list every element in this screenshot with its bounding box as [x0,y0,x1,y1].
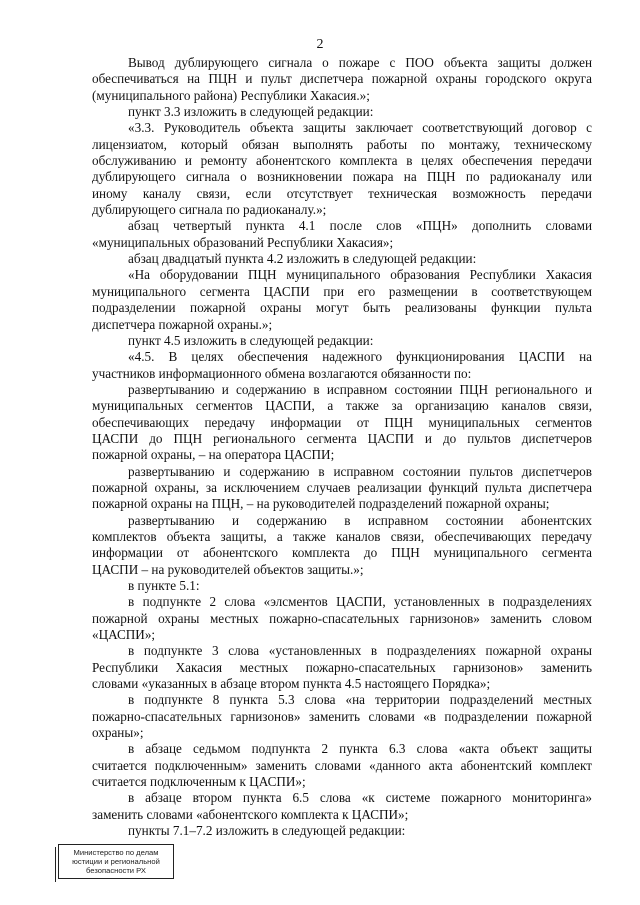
text-line: в абзаце седьмом подпункта 2 пункта 6.3 слова «акта объект защиты [128,741,592,757]
text-line: дублирующего сигнала о возникновении пожара на ПЦН по радиоканалу или [92,169,592,185]
text-line: обеспечивающих передачу информации от ПЦН муниципальных сегментов [92,414,592,430]
text-line: информации от абонентского комплекта до ПЦН муниципального сегмента [92,545,592,561]
text-line: в подпункте 3 слова «установленных в подразделениях пожарной охраны [128,643,592,659]
text-line: пожарной охраны, за исключением случаев реализации функций пульта диспетчера [92,479,592,495]
stamp-line: Министерство по делам [73,848,159,857]
text-line: пожарной охраны, – на оператора ЦАСПИ; [92,447,335,463]
text-line: обслуживанию и ремонту абонентского комплекта в целях обеспечения передачи [92,153,592,169]
text-line: «На оборудовании ПЦН муниципального образования Республики Хакасия [128,267,592,283]
text-line: в пункте 5.1: [128,578,200,593]
text-line: пожарно-спасательных гарнизонов» заменить словами «в подразделении пожарной [92,708,592,724]
stamp-line: безопасности РХ [86,866,146,875]
text-line: в абзаце втором пункта 6.5 слова «к системе пожарного мониторинга» [128,790,592,806]
text-line: «3.3. Руководитель объекта защиты заключает соответствующий договор с [128,120,592,136]
text-line: обеспечиваться на ПЦН и пульт диспетчера пожарной охраны городского округа [92,71,592,87]
text-line: дублирующего сигнала по радиоканалу.»; [92,202,327,218]
text-line: лицензиатом, который обязан выполнять работы по монтажу, техническому [92,136,592,152]
text-line: пункт 4.5 изложить в следующей редакции: [128,332,374,348]
text-line: пункт 3.3 изложить в следующей редакции: [128,104,374,120]
text-line: диспетчера пожарной охраны.»; [92,316,273,332]
text-line: Вывод дублирующего сигнала о пожаре с ПОО объекта защиты должен [128,55,592,70]
ministry-stamp [58,844,174,879]
text-line: в подпункте 8 пункта 5.3 слова «на территории подразделений местных [128,692,592,708]
text-line: «4.5. В целях обеспечения надежного функционирования ЦАСПИ на [128,349,592,365]
text-line: развертыванию и содержанию в исправном состоянии пультов диспетчеров [128,463,592,479]
text-line: иному каналу связи, если отсутствует техническая возможность передачи [92,185,592,201]
text-line: «ЦАСПИ»; [92,627,156,643]
text-line: считается подключенным к ЦАСПИ»; [92,774,306,790]
text-line: пожарной охраны местных пожарно-спасательных гарнизонов» заменить словом [92,610,592,626]
text-line: муниципального сегмента ЦАСПИ при его размещении в соответствующем [92,283,592,299]
text-line: комплектов объекта защиты, а также каналов связи, обеспечивающих передачу [92,528,592,544]
stamp-line: юстиции и региональной [72,857,160,866]
page-number: 2 [316,37,324,52]
text-line: в подпункте 2 слова «элсментов ЦАСПИ, установленных в подразделениях [128,594,592,610]
text-line: подразделении пожарной охраны могут быть реализованы функции пульта [92,300,592,316]
text-line: ЦАСПИ – на руководителей объектов защиты.»; [92,561,364,577]
document-body [92,55,592,840]
text-line: охраны»; [92,725,144,741]
text-line: ЦАСПИ до ПЦН регионального сегмента ЦАСПИ и до пультов диспетчеров [92,430,592,446]
text-line: словами «указанных в абзаце втором пункта 4.5 настоящего Порядка»; [92,676,491,692]
text-line: абзац двадцатый пункта 4.2 изложить в следующей редакции: [128,251,477,267]
text-line: «муниципальных образований Республики Хакасия»; [92,234,394,250]
text-line: абзац четвертый пункта 4.1 после слов «ПЦН» дополнить словами [128,218,592,234]
text-line: (муниципального района) Республики Хакасия.»; [92,87,370,103]
text-line: участников информационного обмена возлагаются обязанности по: [92,365,472,381]
text-line: заменить словами «абонентского комплекта к ЦАСПИ»; [92,806,409,822]
text-line: развертыванию и содержанию в исправном состоянии абонентских [128,512,592,528]
text-line: считается подключенным» заменить словами «данного акта абонентский комплект [92,757,592,773]
text-line: пункты 7.1–7.2 изложить в следующей редакции: [128,823,406,839]
text-line: Республики Хакасия местных пожарно-спасательных гарнизонов» заменить [92,659,592,675]
text-line: пожарной охраны на ПЦН, – на руководителей подразделений пожарной охраны; [92,496,550,512]
text-line: развертыванию и содержанию в исправном состоянии ПЦН регионального и [128,381,592,397]
text-line: муниципальных сегментов ЦАСПИ, а также за организацию каналов связи, [92,398,592,414]
